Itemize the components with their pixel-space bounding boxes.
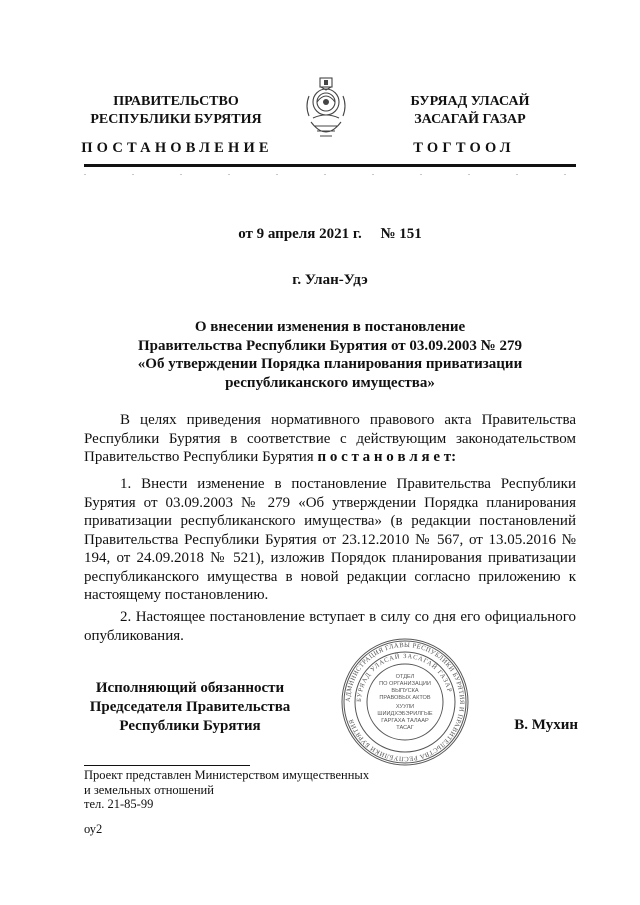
doc-type-bua: ТОГТООЛ [413, 140, 515, 156]
footer-note [84, 768, 414, 812]
header-left-line2: РЕСПУБЛИКИ БУРЯТИЯ [90, 112, 262, 127]
seal-inner-text: БУРЯАД УЛАСАЙ ЗАСАГАЙ ГАЗАР [355, 652, 453, 703]
header-right [378, 93, 562, 129]
footer-line: и земельных отношений [84, 782, 214, 797]
title-line: республиканского имущества» [225, 374, 435, 391]
official-seal-icon [339, 636, 471, 768]
item-1-paragraph: 1. Внести изменение в постановление Правительства Республики Бурятия от 03.09.2003 № 279 «Об утверждении Порядка планирования приватизации республиканского имущества» (в редакции постановлений Правительства Республики Бурятия от 23.12.2010 № 567, от 13.05.2016 № 194, от 24.09.2018 № 521), изложив Порядок планирования приватизации республиканского имущества в новой редакции согласно приложению к настоящему постановлению. [84, 476, 576, 603]
footer-rule [84, 765, 250, 766]
seal-center-line: ОТДЕЛ [395, 674, 415, 680]
position-line: Исполняющий обязанности [95, 680, 285, 696]
title-line: «Об утверждении Порядка планирования приватизации [137, 356, 523, 372]
seal-center-line: ТАСАГ [396, 725, 414, 731]
position-line: Республики Бурятия [119, 718, 261, 734]
city: г. Улан-Удэ [292, 272, 368, 288]
footer-line: Проект представлен Министерством имущественных [84, 768, 370, 782]
seal-outer-text: АДМИНИСТРАЦИЯ ГЛАВЫ РЕСПУБЛИКИ БУРЯТИЯ И ПРАВИТЕЛЬСТВА РЕСПУБЛИКИ БУРЯТИЯ [344, 641, 466, 763]
seal-center-line: ПРАВОВЫХ АКТОВ [379, 695, 431, 701]
seal-center-line: ПО ОРГАНИЗАЦИИ [379, 681, 431, 687]
seal-center-line: ГАРГАХА ТАЛААР [381, 718, 429, 724]
document-title [100, 318, 560, 392]
seal-center-line: ШИИДХЭБЭРИЛГЫЕ [377, 711, 433, 717]
header-dotted-rule [84, 174, 576, 175]
intro-paragraph [84, 411, 576, 467]
title-line: О внесении изменения в постановление [194, 319, 466, 335]
intro-text: В целях приведения нормативного правового акта Правительства Республики Бурятия в соответствие с действующим законодательством Правительство Республики Бурятия [84, 412, 576, 465]
header-right-line1: БУРЯАД УЛАСАЙ [410, 94, 530, 109]
seal-center-line: ХУУЛИ [395, 704, 415, 710]
footer-code: оу2 [84, 822, 103, 836]
coat-of-arms-icon [299, 76, 353, 146]
doc-type-ru: ПОСТАНОВЛЕНИЕ [81, 140, 273, 156]
intro-resolves: п о с т а н о в л я е т: [317, 449, 457, 465]
header-left-line1: ПРАВИТЕЛЬСТВО [113, 94, 239, 109]
signatory-position [84, 679, 296, 736]
header-rule [84, 164, 576, 167]
position-line: Председателя Правительства [89, 699, 291, 715]
date-number: от 9 апреля 2021 г. № 151 [238, 226, 422, 242]
title-line: Правительства Республики Бурятия от 03.09.2003 № 279 [137, 337, 522, 354]
item-2-paragraph: 2. Настоящее постановление вступает в силу со дня его официального опубликования. [84, 609, 576, 644]
header-right-line2: ЗАСАГАЙ ГАЗАР [414, 112, 526, 127]
header-left [84, 93, 268, 129]
signatory-name: В. Мухин [514, 717, 578, 733]
footer-line: тел. 21-85-99 [84, 797, 154, 811]
seal-center-line: ВЫПУСКА [391, 688, 419, 694]
